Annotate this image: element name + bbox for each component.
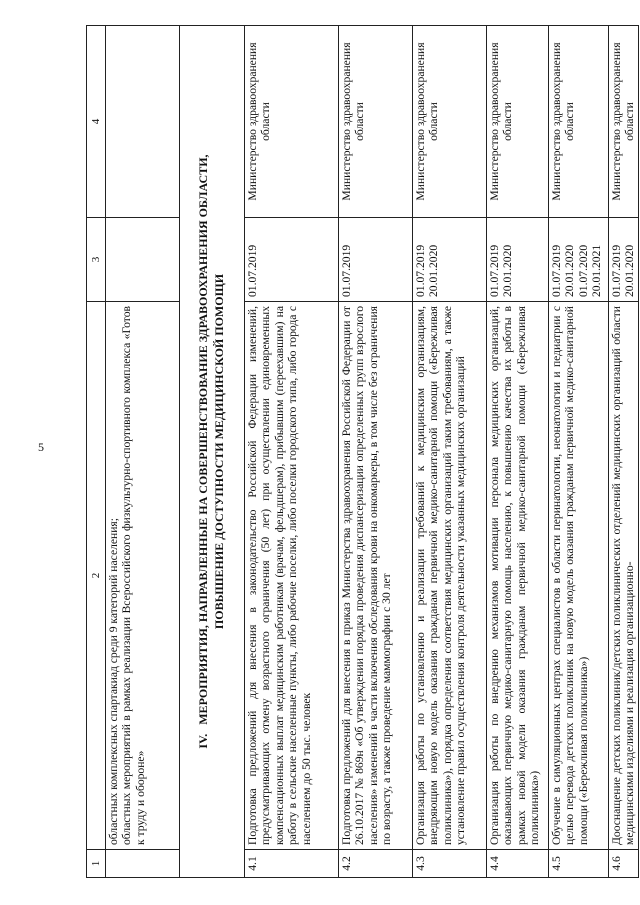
row-dates: 01.07.2019 20.01.2020 bbox=[609, 218, 639, 302]
measures-table bbox=[86, 25, 639, 878]
header-row bbox=[87, 26, 106, 878]
row-number: 4.6 bbox=[609, 850, 639, 878]
row-responsible: Министерство здравоохранения области bbox=[245, 26, 339, 218]
row-number: 4.1 bbox=[245, 850, 339, 878]
table-row bbox=[549, 26, 609, 878]
column-header-2: 2 bbox=[87, 302, 106, 850]
row-text: Обучение в симуляционных центрах специалистов в области перинатологии, неонатологии и педиатрии с целью перевода детских поликлиник на новую модель оказания гражданам первичной медико-санитарной помощи («Бережливая поликлиника») bbox=[549, 302, 609, 850]
row-responsible: Министерство здравоохранения области bbox=[487, 26, 549, 218]
continuation-line: областных комплексных спартакиад среди 9 категорий населения; bbox=[107, 518, 120, 845]
table-row bbox=[609, 26, 639, 878]
column-header-1: 1 bbox=[87, 850, 106, 878]
row-responsible: Министерство здравоохранения области bbox=[549, 26, 609, 218]
table-row bbox=[413, 26, 487, 878]
row-responsible: Министерство здравоохранения области bbox=[413, 26, 487, 218]
row-text: Организация работы по внедрению механизмов мотивации персонала медицинских организаций, оказывающих первичную медико-санитарную помощь населению, к повышению качества их работы в рамках новой модели оказания гражданам первичной медико-санитарной помощи («Бережливая поликлиника») bbox=[487, 302, 549, 850]
row-text: Подготовка предложений для внесения в законодательство Российской Федерации изменений, предусматривающих отмену возрастного ограничения (50 лет) при осуществлении единовременных компенсационных выплат медицинским работникам (врачам, фельдшерам), прибывшим (переехавшим) на работу в сельские населенные пункты, либо рабочие поселки, либо поселки городского типа, либо города с населением до 50 тыс. человек bbox=[245, 302, 339, 850]
section-title-line2: ПОВЫШЕНИЕ ДОСТУПНОСТИ МЕДИЦИНСКОЙ ПОМОЩИ bbox=[212, 273, 226, 630]
row-text: Подготовка предложений для внесения в приказ Министерства здравоохранения Российской Федерации от 26.10.2017 № 869н «Об утверждении порядка проведения диспансеризации определенных групп взрослого населения» изменений в части включения обследования крови на онкомаркеры, в том числе без ограничения по возрасту, а также проведение маммографии с 30 лет bbox=[339, 302, 413, 850]
section-row bbox=[180, 26, 245, 878]
row-responsible: Министерство здравоохранения области bbox=[339, 26, 413, 218]
section-heading bbox=[180, 26, 245, 878]
table-row bbox=[245, 26, 339, 878]
rotated-table-wrapper bbox=[86, 26, 637, 878]
row-number: 4.2 bbox=[339, 850, 413, 878]
row-dates: 01.07.2019 bbox=[339, 218, 413, 302]
continuation-text bbox=[106, 302, 180, 850]
section-number: IV. bbox=[196, 733, 211, 749]
continuation-resp bbox=[106, 26, 180, 218]
section-title-line1: МЕРОПРИЯТИЯ, НАПРАВЛЕННЫЕ НА СОВЕРШЕНСТВОВАНИЕ ЗДРАВООХРАНЕНИЯ ОБЛАСТИ, bbox=[196, 154, 211, 725]
row-number: 4.5 bbox=[549, 850, 609, 878]
row-dates: 01.07.2019 20.01.2020 01.07.2020 20.01.2021 bbox=[549, 218, 609, 302]
row-text: Дооснащение детских поликлиник/детских поликлинических отделений медицинских организаций области медицинскими изделиями и реализация организационно- bbox=[609, 302, 639, 850]
continuation-dates bbox=[106, 218, 180, 302]
row-number: 4.4 bbox=[487, 850, 549, 878]
continuation-row bbox=[106, 26, 180, 878]
page-number: 5 bbox=[38, 440, 44, 454]
continuation-num bbox=[106, 850, 180, 878]
row-text: Организация работы по установлению и реализации требований к медицинским организациям, внедряющим новую модель оказания гражданам первичной медико-санитарной помощи («Бережливая поликлиника»), порядка определения соответствия медицинских организаций таким требованиям, а также установление правил осуществления контроля деятельности указанных медицинских организаций bbox=[413, 302, 487, 850]
column-header-4: 4 bbox=[87, 26, 106, 218]
row-number: 4.3 bbox=[413, 850, 487, 878]
table-row bbox=[339, 26, 413, 878]
row-responsible: Министерство здравоохранения области bbox=[609, 26, 639, 218]
continuation-line: областных мероприятий в рамках реализации Всероссийского физкультурно-спортивного комплекса «Готов к труду и обороне» bbox=[120, 306, 147, 845]
row-dates: 01.07.2019 20.01.2020 bbox=[487, 218, 549, 302]
row-dates: 01.07.2019 bbox=[245, 218, 339, 302]
row-dates: 01.07.2019 20.01.2020 bbox=[413, 218, 487, 302]
column-header-3: 3 bbox=[87, 218, 106, 302]
table-row bbox=[487, 26, 549, 878]
